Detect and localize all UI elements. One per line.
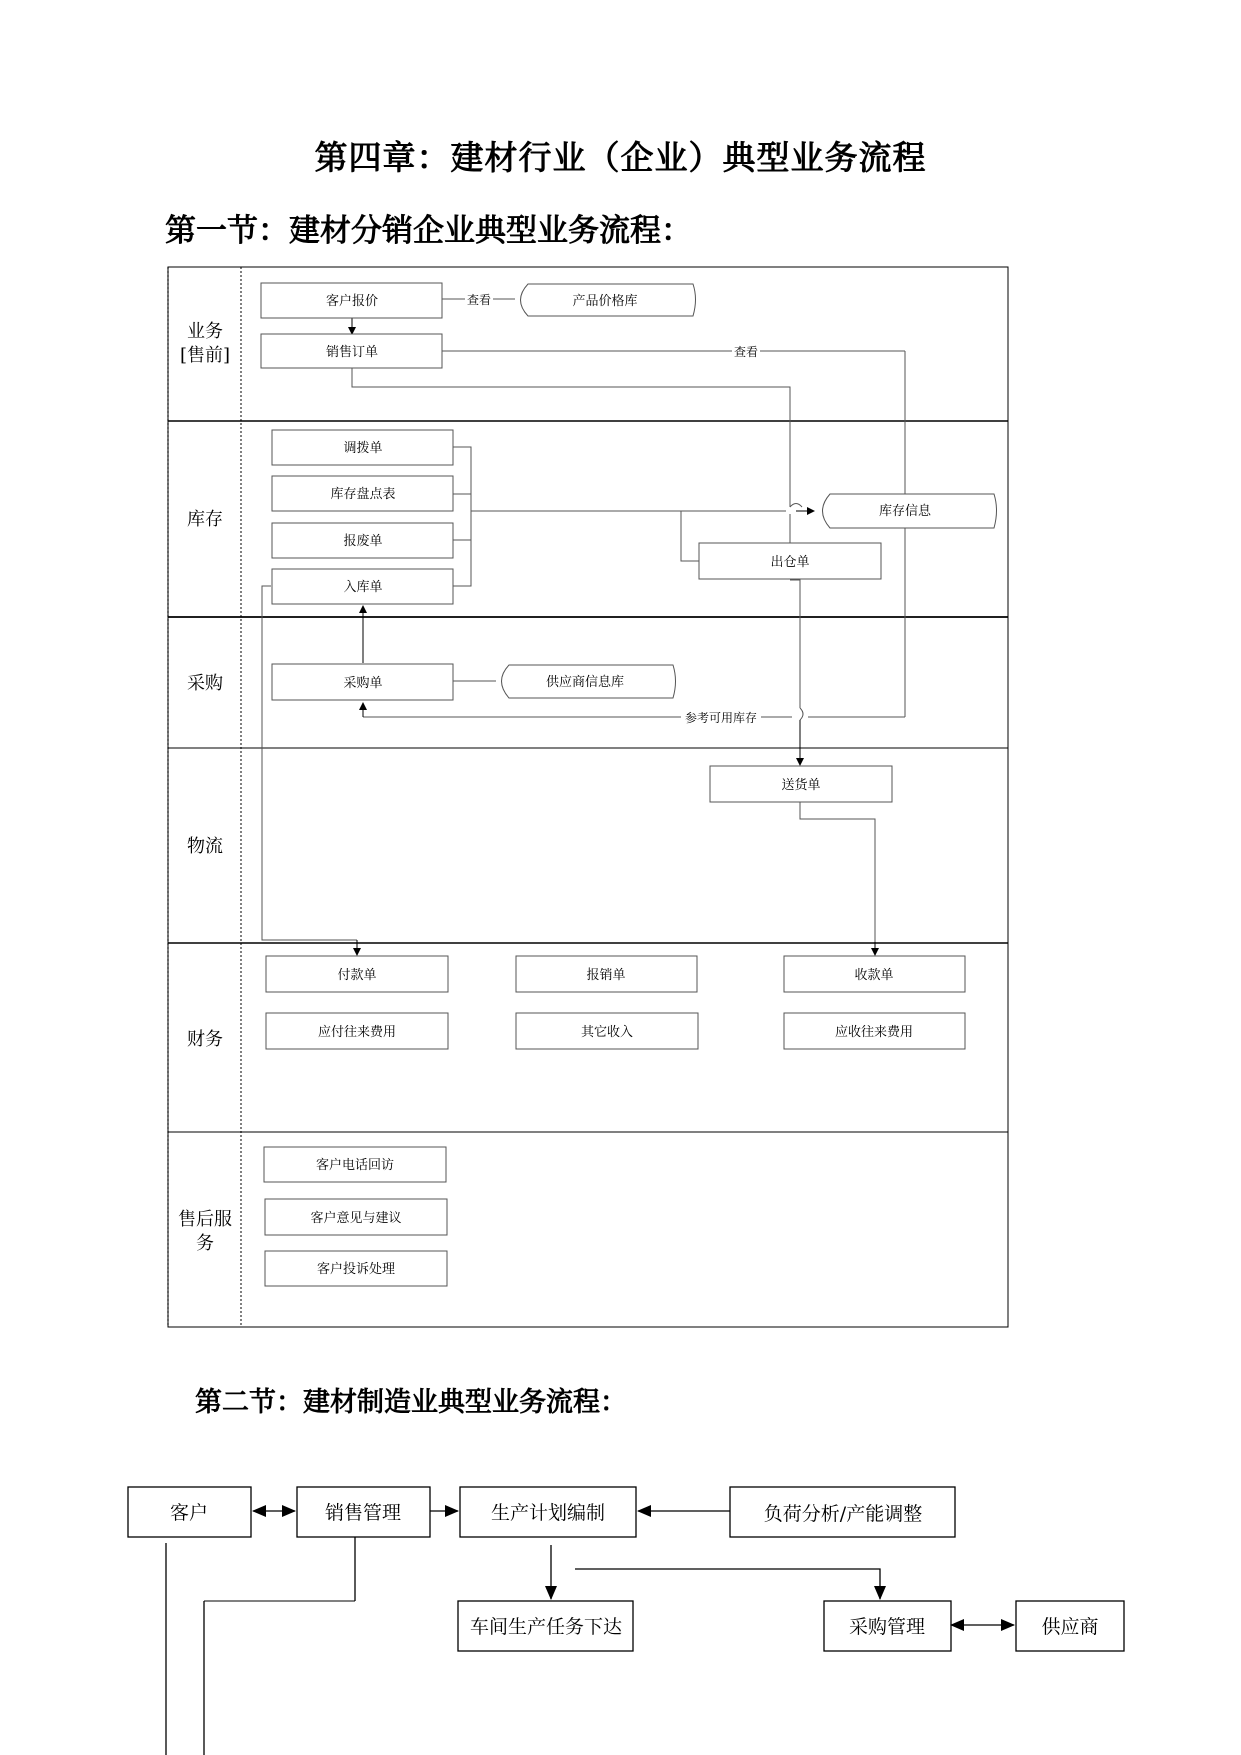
edge-label-view-price: 查看: [466, 293, 492, 307]
lane-label-logistics: 物流: [187, 836, 223, 857]
edge-label-ref-available-stock: 参考可用库存: [684, 711, 758, 725]
label-reimbursement-order: 报销单: [586, 968, 626, 983]
lane-label-after-sales: 售后服: [178, 1209, 232, 1230]
label-sales-order: 销售订单: [325, 345, 379, 360]
label-load-analysis: 负荷分析/产能调整: [763, 1503, 923, 1525]
label-payable-expenses: 应付往来费用: [317, 1025, 397, 1040]
section1-title: 第一节：建材分销企业典型业务流程：: [165, 213, 692, 249]
manufacturing-flowchart: [128, 1487, 1124, 1755]
label-product-price-db: 产品价格库: [572, 294, 638, 309]
label-purchase-order: 采购单: [343, 676, 383, 691]
label-supplier-info-db: 供应商信息库: [545, 675, 625, 690]
lane-label-inventory: 库存: [187, 509, 223, 530]
label-other-income: 其它收入: [580, 1025, 634, 1040]
label-supplier: 供应商: [1041, 1616, 1099, 1638]
label-inbound-order: 入库单: [343, 580, 383, 595]
label-transfer-order: 调拨单: [343, 441, 383, 456]
lane-label-sales-sub: [售前]: [179, 345, 231, 366]
label-customer-feedback: 客户意见与建议: [310, 1211, 402, 1226]
chapter-title: 第四章：建材行业（企业）典型业务流程: [314, 138, 927, 177]
lane-label-finance: 财务: [187, 1029, 223, 1050]
label-payment-order: 付款单: [337, 968, 377, 983]
label-customer-quote: 客户报价: [325, 294, 379, 309]
label-complaint-handling: 客户投诉处理: [316, 1262, 396, 1277]
label-stock-count: 库存盘点表: [330, 487, 396, 502]
label-purchase-management: 采购管理: [848, 1616, 926, 1638]
section2-title: 第二节：建材制造业典型业务流程：: [195, 1387, 627, 1418]
label-scrap-order: 报废单: [343, 534, 383, 549]
lane-label-purchase: 采购: [187, 673, 223, 694]
lane-label-after-sales-sub: 务: [196, 1233, 214, 1254]
lane-label-sales: 业务: [187, 321, 223, 342]
label-phone-followup: 客户电话回访: [315, 1158, 395, 1173]
label-production-planning: 生产计划编制: [490, 1502, 606, 1524]
label-outbound-order: 出仓单: [770, 555, 810, 570]
label-workshop-tasks: 车间生产任务下达: [469, 1616, 623, 1638]
label-delivery-order: 送货单: [781, 778, 821, 793]
label-customer: 客户: [169, 1502, 209, 1524]
label-receivable-expenses: 应收往来费用: [834, 1025, 914, 1040]
label-inventory-info: 库存信息: [878, 504, 932, 519]
edge-label-view-stock: 查看: [733, 345, 759, 359]
label-receipt-order: 收款单: [854, 968, 894, 983]
label-sales-management: 销售管理: [324, 1502, 402, 1524]
